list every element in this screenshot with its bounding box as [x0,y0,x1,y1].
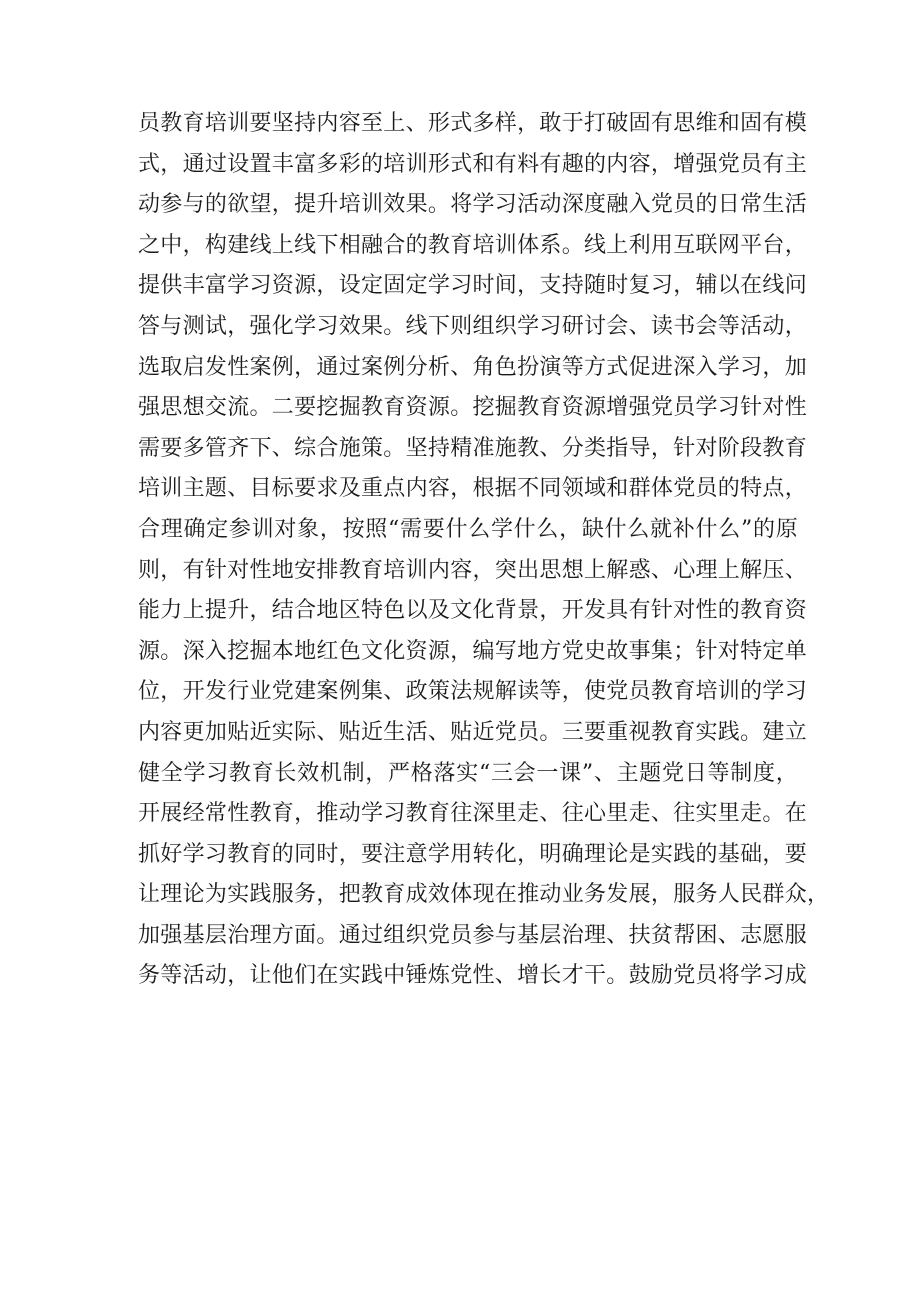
text-line-7: 选取启发性案例，通过案例分析、角色扮演等方式促进深入学习，加 [138,354,808,380]
text-line-8: 强思想交流。二要挖掘教育资源。挖掘教育资源增强党员学习针对性 [138,395,808,421]
text-line-14: 源。深入挖掘本地红色文化资源，编写地方党史故事集；针对特定单 [138,638,808,664]
text-line-3: 动参与的欲望，提升培训效果。将学习活动深度融入党员的日常生活 [138,192,808,218]
text-line-13: 能力上提升，结合地区特色以及文化背景，开发具有针对性的教育资 [138,598,808,624]
text-line-4: 之中，构建线上线下相融合的教育培训体系。线上利用互联网平台， [138,232,808,258]
text-line-18: 开展经常性教育，推动学习教育往深里走、往心里走、往实里走。在 [138,801,808,827]
text-line-16: 内容更加贴近实际、贴近生活、贴近党员。三要重视教育实践。建立 [138,719,808,745]
text-line-11: 合理确定参训对象，按照“需要什么学什么，缺什么就补什么”的原 [138,516,798,542]
text-line-10: 培训主题、目标要求及重点内容，根据不同领域和群体党员的特点， [138,476,808,502]
text-line-5: 提供丰富学习资源，设定固定学习时间，支持随时复习，辅以在线问 [138,273,808,299]
text-line-6: 答与测试，强化学习效果。线下则组织学习研讨会、读书会等活动， [138,313,808,339]
text-line-15: 位，开发行业党建案例集、政策法规解读等，使党员教育培训的学习 [138,679,808,705]
text-line-2: 式，通过设置丰富多彩的培训形式和有料有趣的内容，增强党员有主 [138,151,808,177]
body-text [138,104,830,997]
text-line-20: 让理论为实践服务，把教育成效体现在推动业务发展，服务人民群众， [138,882,830,908]
text-line-21: 加强基层治理方面。通过组织党员参与基层治理、扶贫帮困、志愿服 [138,922,808,948]
text-line-1: 员教育培训要坚持内容至上、形式多样，敢于打破固有思维和固有模 [138,111,808,136]
text-line-9: 需要多管齐下、综合施策。坚持精准施教、分类指导，针对阶段教育 [138,435,808,461]
text-line-19: 抓好学习教育的同时，要注意学用转化，明确理论是实践的基础，要 [138,841,808,867]
text-line-17: 健全学习教育长效机制，严格落实“三会一课”、主题党日等制度， [138,760,798,786]
text-line-22: 务等活动，让他们在实践中锤炼党性、增长才干。鼓励党员将学习成 [138,963,808,989]
text-line-12: 则，有针对性地安排教育培训内容，突出思想上解惑、心理上解压、 [138,557,808,583]
